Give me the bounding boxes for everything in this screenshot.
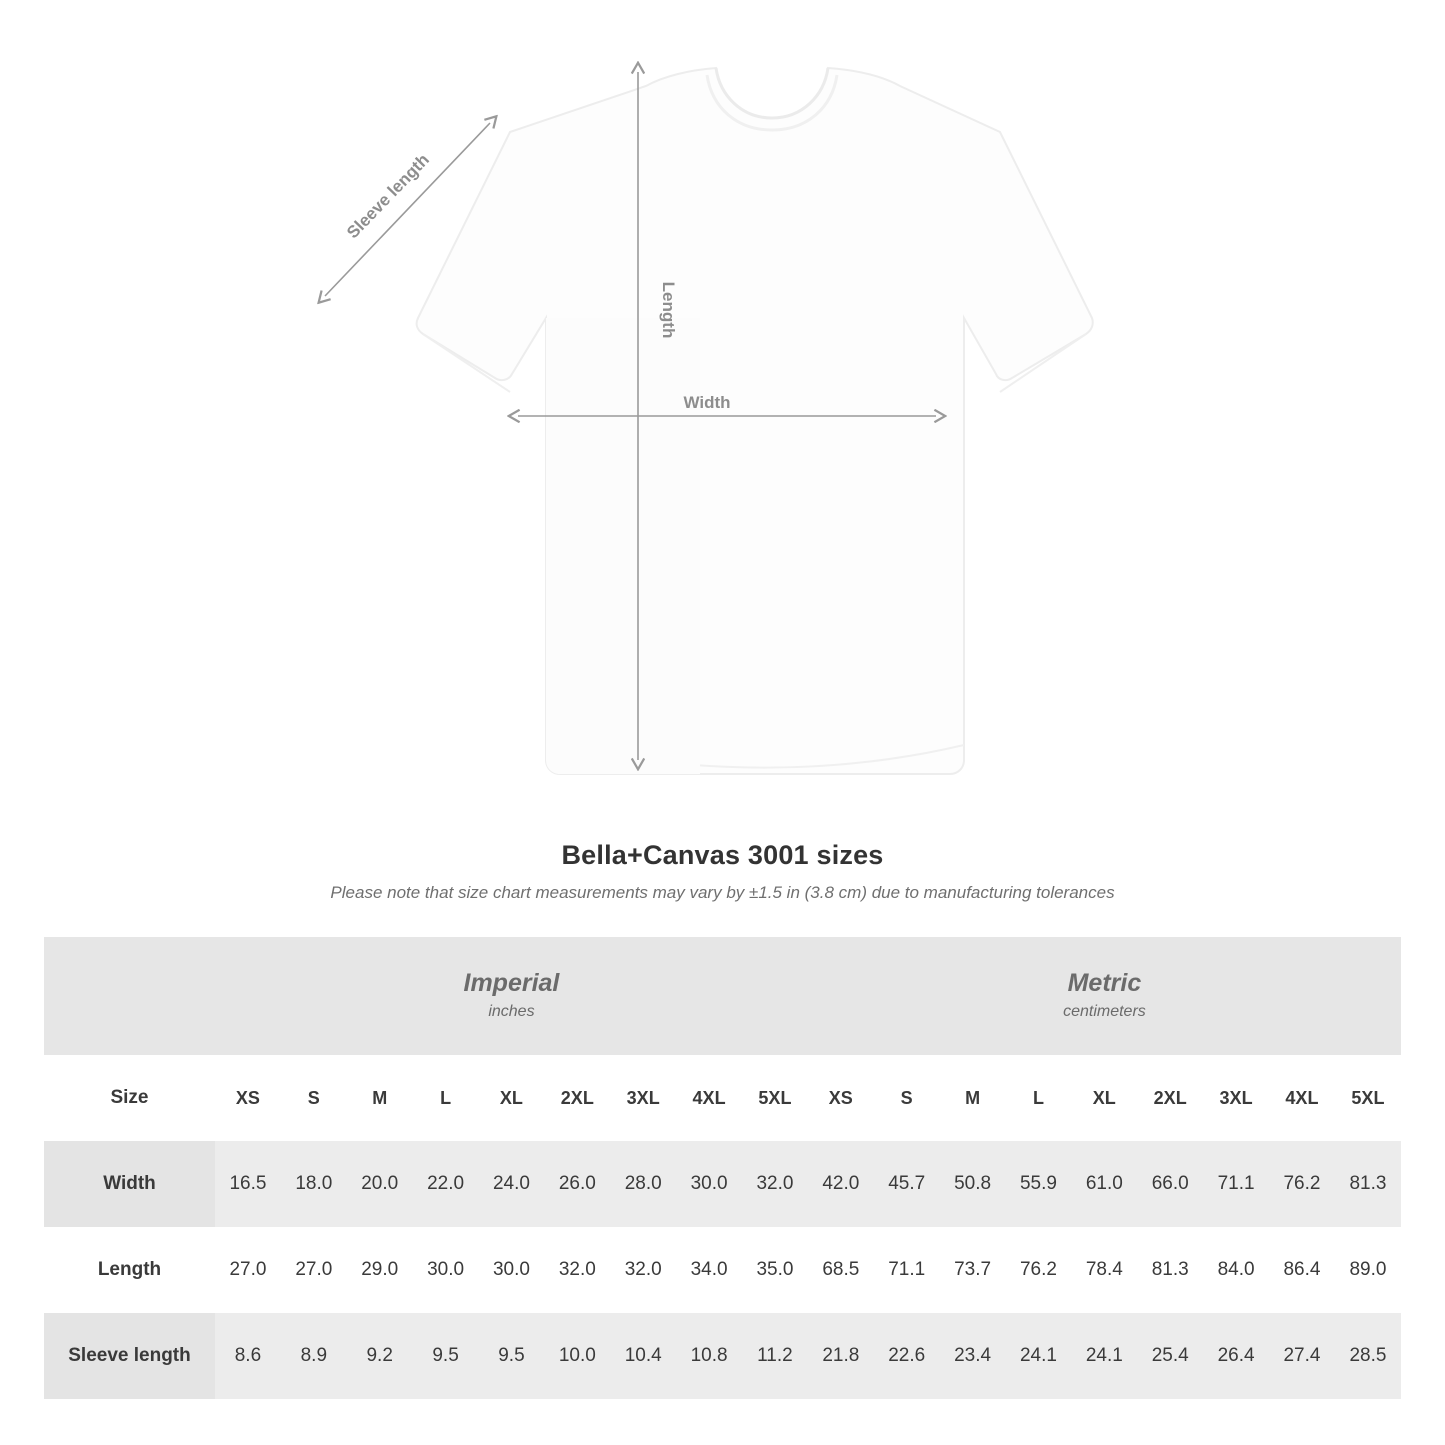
metric-system-label: Metric: [1067, 968, 1142, 997]
size-row-label: Size: [44, 1055, 215, 1141]
cell-width-metric-s: 45.7: [874, 1141, 940, 1227]
width-label: Width: [683, 393, 731, 412]
imperial-units-label: inches: [488, 1002, 535, 1020]
cell-length-metric-l: 76.2: [1006, 1227, 1072, 1313]
cell-length-metric-2xl: 81.3: [1137, 1227, 1203, 1313]
cell-length-imperial-xs: 27.0: [215, 1227, 281, 1313]
column-header-imperial-s: S: [281, 1055, 347, 1141]
row-label-sleeve-length: Sleeve length: [44, 1313, 215, 1399]
size-header-row: [44, 1055, 1401, 1141]
cell-sleeve-metric-m: 23.4: [940, 1313, 1006, 1399]
column-header-imperial-xs: XS: [215, 1055, 281, 1141]
cell-width-imperial-5xl: 32.0: [742, 1141, 808, 1227]
cell-length-imperial-xl: 30.0: [479, 1227, 545, 1313]
cell-sleeve-imperial-m: 9.2: [347, 1313, 413, 1399]
cell-sleeve-imperial-5xl: 11.2: [742, 1313, 808, 1399]
column-header-metric-l: L: [1006, 1055, 1072, 1141]
cell-length-imperial-2xl: 32.0: [544, 1227, 610, 1313]
cell-sleeve-metric-xs: 21.8: [808, 1313, 874, 1399]
unit-header-empty-cell: [44, 937, 215, 1055]
cell-width-metric-xl: 61.0: [1071, 1141, 1137, 1227]
metric-units-label: centimeters: [1063, 1002, 1146, 1020]
cell-width-imperial-l: 22.0: [413, 1141, 479, 1227]
cell-length-metric-xs: 68.5: [808, 1227, 874, 1313]
imperial-header-cell: [215, 937, 808, 1055]
column-header-metric-s: S: [874, 1055, 940, 1141]
imperial-system-label: Imperial: [463, 968, 560, 997]
cell-sleeve-metric-2xl: 25.4: [1137, 1313, 1203, 1399]
column-header-imperial-3xl: 3XL: [610, 1055, 676, 1141]
cell-width-metric-xs: 42.0: [808, 1141, 874, 1227]
tolerance-note: Please note that size chart measurements may vary by ±1.5 in (3.8 cm) due to manufacturing tolerances: [330, 883, 1115, 902]
cell-length-metric-xl: 78.4: [1071, 1227, 1137, 1313]
length-label: Length: [659, 281, 678, 339]
column-header-metric-xs: XS: [808, 1055, 874, 1141]
table-row: [44, 1227, 1401, 1313]
t-shirt-shape: [417, 68, 1093, 774]
cell-sleeve-imperial-2xl: 10.0: [544, 1313, 610, 1399]
column-header-metric-m: M: [940, 1055, 1006, 1141]
cell-length-metric-4xl: 86.4: [1269, 1227, 1335, 1313]
column-header-metric-5xl: 5XL: [1335, 1055, 1401, 1141]
cell-width-imperial-m: 20.0: [347, 1141, 413, 1227]
cell-sleeve-metric-s: 22.6: [874, 1313, 940, 1399]
cell-sleeve-imperial-s: 8.9: [281, 1313, 347, 1399]
cell-length-metric-s: 71.1: [874, 1227, 940, 1313]
page-title: Bella+Canvas 3001 sizes: [561, 840, 884, 870]
column-header-imperial-l: L: [413, 1055, 479, 1141]
cell-sleeve-imperial-l: 9.5: [413, 1313, 479, 1399]
column-header-imperial-4xl: 4XL: [676, 1055, 742, 1141]
cell-width-metric-m: 50.8: [940, 1141, 1006, 1227]
column-header-imperial-m: M: [347, 1055, 413, 1141]
cell-sleeve-imperial-xl: 9.5: [479, 1313, 545, 1399]
cell-length-imperial-5xl: 35.0: [742, 1227, 808, 1313]
cell-width-metric-4xl: 76.2: [1269, 1141, 1335, 1227]
size-table-wrapper: [0, 903, 1445, 1399]
cell-sleeve-imperial-4xl: 10.8: [676, 1313, 742, 1399]
cell-length-metric-3xl: 84.0: [1203, 1227, 1269, 1313]
cell-sleeve-metric-4xl: 27.4: [1269, 1313, 1335, 1399]
column-header-metric-4xl: 4XL: [1269, 1055, 1335, 1141]
cell-width-metric-2xl: 66.0: [1137, 1141, 1203, 1227]
sleeve-length-label: Sleeve length: [343, 150, 433, 243]
cell-sleeve-metric-5xl: 28.5: [1335, 1313, 1401, 1399]
column-header-metric-3xl: 3XL: [1203, 1055, 1269, 1141]
unit-system-header-row: [44, 937, 1401, 1055]
cell-sleeve-metric-3xl: 26.4: [1203, 1313, 1269, 1399]
cell-sleeve-imperial-3xl: 10.4: [610, 1313, 676, 1399]
cell-width-imperial-4xl: 30.0: [676, 1141, 742, 1227]
table-row: [44, 1313, 1401, 1399]
cell-length-metric-5xl: 89.0: [1335, 1227, 1401, 1313]
column-header-imperial-5xl: 5XL: [742, 1055, 808, 1141]
cell-width-imperial-s: 18.0: [281, 1141, 347, 1227]
cell-width-imperial-xl: 24.0: [479, 1141, 545, 1227]
cell-length-imperial-4xl: 34.0: [676, 1227, 742, 1313]
column-header-imperial-2xl: 2XL: [544, 1055, 610, 1141]
cell-width-metric-5xl: 81.3: [1335, 1141, 1401, 1227]
cell-sleeve-metric-xl: 24.1: [1071, 1313, 1137, 1399]
cell-width-metric-l: 55.9: [1006, 1141, 1072, 1227]
cell-width-imperial-3xl: 28.0: [610, 1141, 676, 1227]
cell-length-imperial-l: 30.0: [413, 1227, 479, 1313]
cell-width-imperial-2xl: 26.0: [544, 1141, 610, 1227]
cell-sleeve-imperial-xs: 8.6: [215, 1313, 281, 1399]
cell-length-metric-m: 73.7: [940, 1227, 1006, 1313]
cell-width-metric-3xl: 71.1: [1203, 1141, 1269, 1227]
row-label-width: Width: [44, 1141, 215, 1227]
cell-length-imperial-m: 29.0: [347, 1227, 413, 1313]
column-header-metric-xl: XL: [1071, 1055, 1137, 1141]
cell-sleeve-metric-l: 24.1: [1006, 1313, 1072, 1399]
row-label-length: Length: [44, 1227, 215, 1313]
column-header-metric-2xl: 2XL: [1137, 1055, 1203, 1141]
cell-width-imperial-xs: 16.5: [215, 1141, 281, 1227]
metric-header-cell: [808, 937, 1401, 1055]
table-row: [44, 1141, 1401, 1227]
cell-length-imperial-s: 27.0: [281, 1227, 347, 1313]
cell-length-imperial-3xl: 32.0: [610, 1227, 676, 1313]
size-table: [44, 937, 1401, 1399]
column-header-imperial-xl: XL: [479, 1055, 545, 1141]
